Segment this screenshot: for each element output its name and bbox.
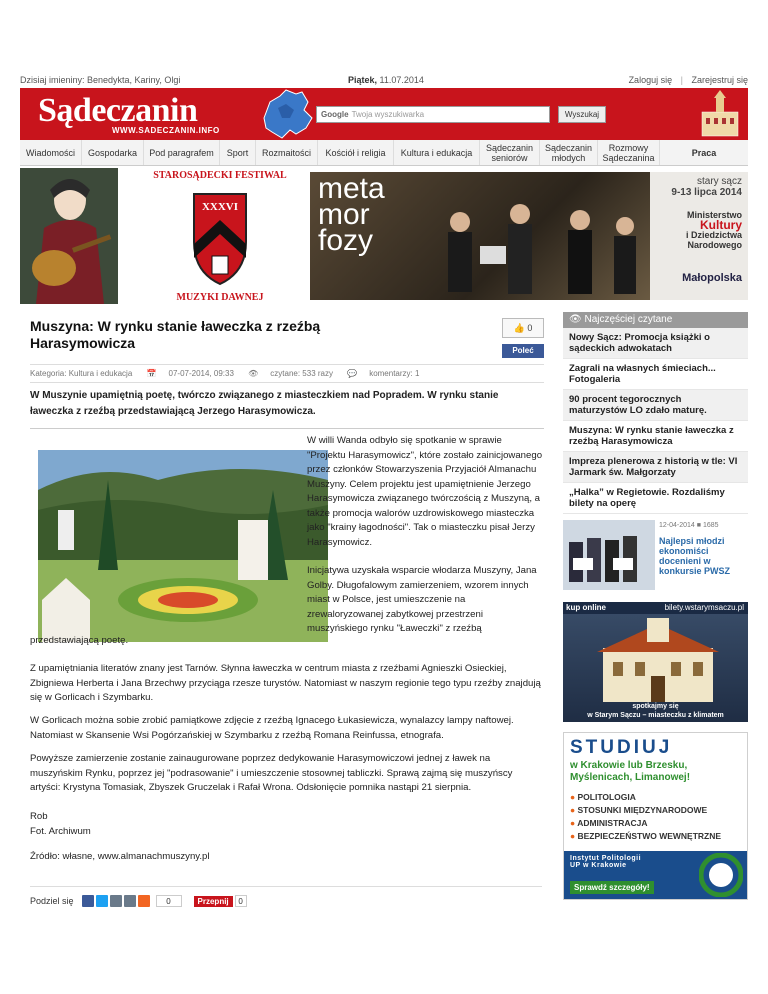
share-count: 0 bbox=[156, 895, 182, 907]
article-paragraph: W Gorlicach można sobie zrobić pamiątkowe zdjęcie z rzeźbą Ignacego Łukasiewicza, wynalazcy lampy naftowej. Natomiast w Skansenie Wsi Pogórzańskiej w Szymbarku z rzeźbą Romana Reinfussa, etnografa. bbox=[30, 715, 514, 741]
nav-item[interactable]: Sądeczanin seniorów bbox=[480, 140, 540, 165]
article-category[interactable]: Kategoria: Kultura i edukacja bbox=[30, 369, 133, 378]
top-bar bbox=[20, 72, 748, 88]
most-read-item[interactable]: Impreza plenerowa z historią w tle: VI Jarmark św. Małgorzaty bbox=[563, 452, 748, 483]
region-map-icon bbox=[256, 88, 316, 140]
share-bar bbox=[30, 886, 542, 910]
ad-url: bilety.wstarymsaczu.pl bbox=[664, 603, 744, 612]
current-date: Piątek, 11.07.2014 bbox=[348, 75, 424, 85]
ad-program-item: ● POLITOLOGIA bbox=[570, 792, 636, 802]
concert-title: meta mor fozy bbox=[318, 172, 385, 257]
festival-name-top: STAROSĄDECKI FESTIWAL bbox=[153, 170, 287, 181]
svg-text:XXXVI: XXXVI bbox=[201, 201, 239, 213]
article-paragraph: przedstawiającą poetę. bbox=[30, 635, 129, 646]
separator: | bbox=[680, 75, 683, 85]
most-read-item[interactable]: „Halka” w Regietowie. Rozdaliśmy bilety na operę bbox=[563, 483, 748, 514]
przepnij-button[interactable]: Przepnij bbox=[194, 896, 233, 907]
ad-tagline: spotkajmy się bbox=[632, 703, 679, 710]
nav-item[interactable]: Rozmaitości bbox=[256, 140, 318, 165]
search-input[interactable]: Google Twoja wyszukiwarka bbox=[316, 106, 550, 123]
article-title: Muszyna: W rynku stanie ławeczka z rzeźbą Harasymowicza bbox=[30, 318, 321, 351]
article-views: czytane: 533 razy bbox=[270, 369, 333, 378]
most-read-item[interactable]: Nowy Sącz: Promocja książki o sądeckich adwokatach bbox=[563, 328, 748, 359]
article-author: Rob Fot. Archiwum bbox=[30, 811, 91, 837]
article bbox=[30, 318, 543, 906]
article-paragraph: Powyższe zamierzenie zostanie zainaugurowane poprzez dedykowanie Harasymowiczowi jednej z ławek na muszyńskim Rynku, poprzez jej "podrasowanie" i umieszczenie stosownej tabliczki. Sprawą zajmą się muszyńscy artyści: Krystyna Tomasiak, Zbyszek Gruczelak i Rafał Wrona. Odsłonięcie pomnika nastąpi 21 sierpnia. bbox=[30, 753, 513, 793]
search-button[interactable]: Wyszukaj bbox=[558, 106, 606, 123]
article-paragraph: W willi Wanda odbyło się spotkanie w sprawie "Projektu Harasymowicz", które zostało zainicjowanego przez członków Stowarzyszenia Przyjaciół Almanachu Muszyny. Celem projektu jest upamiętnienie Jerzego Harasymowicza związanego twórczością z Muszyną, a także promocja walorów uzdrowiskowego miasteczka jako "krainy łagodności". Tak o miasteczku pisał Jerzy Harasymowicz. Inicjatywa uzyskała wsparcie włodarza Muszyny, Jana Golby. Długofalowym zamierzeniem, wzorem innych miast w Polsce, jest umieszczenie na zrewaloryzowanej zabytkowej przestrzeni muszyńskiego rynku "Ławeczki" z rzeźbą bbox=[307, 435, 543, 634]
ad-institute: Instytut Politologii UP w Krakowie bbox=[570, 855, 642, 869]
ad-buy-online: kup online bbox=[566, 603, 606, 612]
site-url: WWW.SADECZANIN.INFO bbox=[112, 126, 220, 135]
ad-cities: w Krakowie lub Brzesku, bbox=[570, 760, 688, 771]
print-icon[interactable] bbox=[124, 895, 136, 907]
ad-studiuj-title: STUDIUJ bbox=[570, 737, 673, 758]
nav-item[interactable]: Kultura i edukacja bbox=[394, 140, 480, 165]
institute-logo-icon bbox=[699, 853, 743, 897]
calendar-icon: 📅 bbox=[146, 369, 157, 378]
eye-icon: 👁 bbox=[248, 369, 259, 378]
article-comments[interactable]: komentarzy: 1 bbox=[369, 369, 420, 378]
site-header bbox=[20, 88, 748, 140]
plus-icon[interactable] bbox=[138, 895, 150, 907]
email-icon[interactable] bbox=[110, 895, 122, 907]
lute-painting-icon bbox=[20, 168, 118, 304]
comment-icon: 💬 bbox=[347, 369, 358, 378]
studiuj-ad[interactable] bbox=[563, 732, 748, 900]
recommend-button[interactable]: Poleć bbox=[502, 344, 544, 358]
region-logo: Małopolska bbox=[682, 272, 742, 284]
ad-program-item: ● ADMINISTRACJA bbox=[570, 818, 648, 828]
ad-program-item: ● BEZPIECZEŃSTWO WEWNĘTRZNE bbox=[570, 831, 722, 841]
nav-item[interactable]: Gospodarka bbox=[82, 140, 144, 165]
share-label: Podziel się bbox=[30, 896, 74, 906]
town-hall-photo bbox=[583, 618, 733, 702]
przepnij-count: 0 bbox=[235, 895, 247, 907]
most-read-list bbox=[563, 328, 748, 514]
twitter-icon[interactable] bbox=[96, 895, 108, 907]
eye-icon: 👁 bbox=[569, 314, 582, 325]
like-button[interactable]: 👍 0 bbox=[502, 318, 544, 338]
register-link[interactable]: Zarejestruj się bbox=[691, 75, 748, 85]
article-date: 07-07-2014, 09:33 bbox=[168, 369, 234, 378]
most-read-item[interactable]: 90 procent tegorocznych maturzystów LO zdało maturę. bbox=[563, 390, 748, 421]
festival-logo-icon bbox=[130, 166, 310, 304]
sponsor-panel bbox=[650, 172, 748, 300]
article-source: Źródło: własne, www.almanachmuszyny.pl bbox=[30, 851, 210, 862]
most-read-item[interactable]: Zagrali na własnych śmieciach... Fotogaleria bbox=[563, 359, 748, 390]
most-read-item[interactable]: Muszyna: W rynku stanie ławeczka z rzeźbą Harasymowicza bbox=[563, 421, 748, 452]
stary-sacz-ad[interactable] bbox=[563, 602, 748, 722]
news-meta: 12-04-2014 ■ 1685 bbox=[659, 522, 719, 529]
ad-slogan: w Starym Sączu – miasteczku z klimatem bbox=[587, 712, 724, 719]
ad-program-item: ● STOSUNKI MIĘDZYNARODOWE bbox=[570, 805, 708, 815]
town-hall-icon bbox=[696, 90, 744, 138]
nav-item[interactable]: Sądeczanin młodych bbox=[540, 140, 598, 165]
ministry-logo: Ministerstwo Kultury i Dziedzictwa Narodowego bbox=[685, 210, 742, 250]
main-navigation bbox=[20, 140, 748, 166]
nav-item[interactable]: Praca bbox=[691, 147, 717, 158]
nav-item[interactable]: Pod paragrafem bbox=[144, 140, 220, 165]
concert-photo bbox=[310, 172, 650, 300]
festival-place-dates: stary sącz 9-13 lipca 2014 bbox=[671, 176, 742, 198]
nav-item[interactable]: Wiadomości bbox=[20, 140, 82, 165]
ad-programs bbox=[570, 791, 721, 843]
ad-cities-2: Myślenicach, Limanowej! bbox=[570, 772, 691, 783]
sidebar bbox=[563, 312, 748, 900]
most-read-header: 👁 Najczęściej czytane bbox=[563, 312, 748, 328]
festival-banner[interactable] bbox=[20, 166, 748, 304]
news-teaser[interactable] bbox=[563, 518, 748, 596]
news-title[interactable]: Najlepsi młodzi ekonomiści docenieni w konkursie PWSZ bbox=[659, 536, 731, 576]
article-meta bbox=[30, 364, 544, 383]
ad-cta[interactable]: Sprawdź szczegóły! bbox=[570, 881, 654, 894]
account-links bbox=[623, 75, 748, 85]
namedays: Dzisiaj imieniny: Benedykta, Kariny, Olgi bbox=[20, 75, 181, 85]
article-lead: W Muszynie upamiętnią poetę, twórczo związanego z miasteczkiem nad Popradem. W rynku stanie ławeczka z rzeźbą przedstawiającą Jerzego Harasymowicza. bbox=[30, 388, 544, 429]
festival-name-bottom: MUZYKI DAWNEJ bbox=[176, 292, 264, 303]
login-link[interactable]: Zaloguj się bbox=[628, 75, 673, 85]
nav-item[interactable]: Rozmowy Sądeczanina bbox=[598, 140, 660, 165]
nav-item[interactable]: Kościół i religia bbox=[318, 140, 394, 165]
site-logo[interactable]: Sądeczanin bbox=[38, 92, 198, 129]
facebook-icon[interactable] bbox=[82, 895, 94, 907]
article-photo bbox=[38, 450, 328, 642]
nav-item[interactable]: Sport bbox=[220, 140, 256, 165]
musicians-photo bbox=[420, 192, 650, 300]
article-paragraph: Z upamiętniania literatów znany jest Tarnów. Słynna ławeczka w centrum miasta z rzeźbami Agnieszki Osieckiej, Zbigniewa Herberta i Jana Brzechwy przyciąga rzesze turystów. Natomiast w naszym regionie tego typu rzeźby znajdują się w Gorlicach i Szymbarku. bbox=[30, 663, 541, 703]
news-photo bbox=[563, 520, 655, 590]
